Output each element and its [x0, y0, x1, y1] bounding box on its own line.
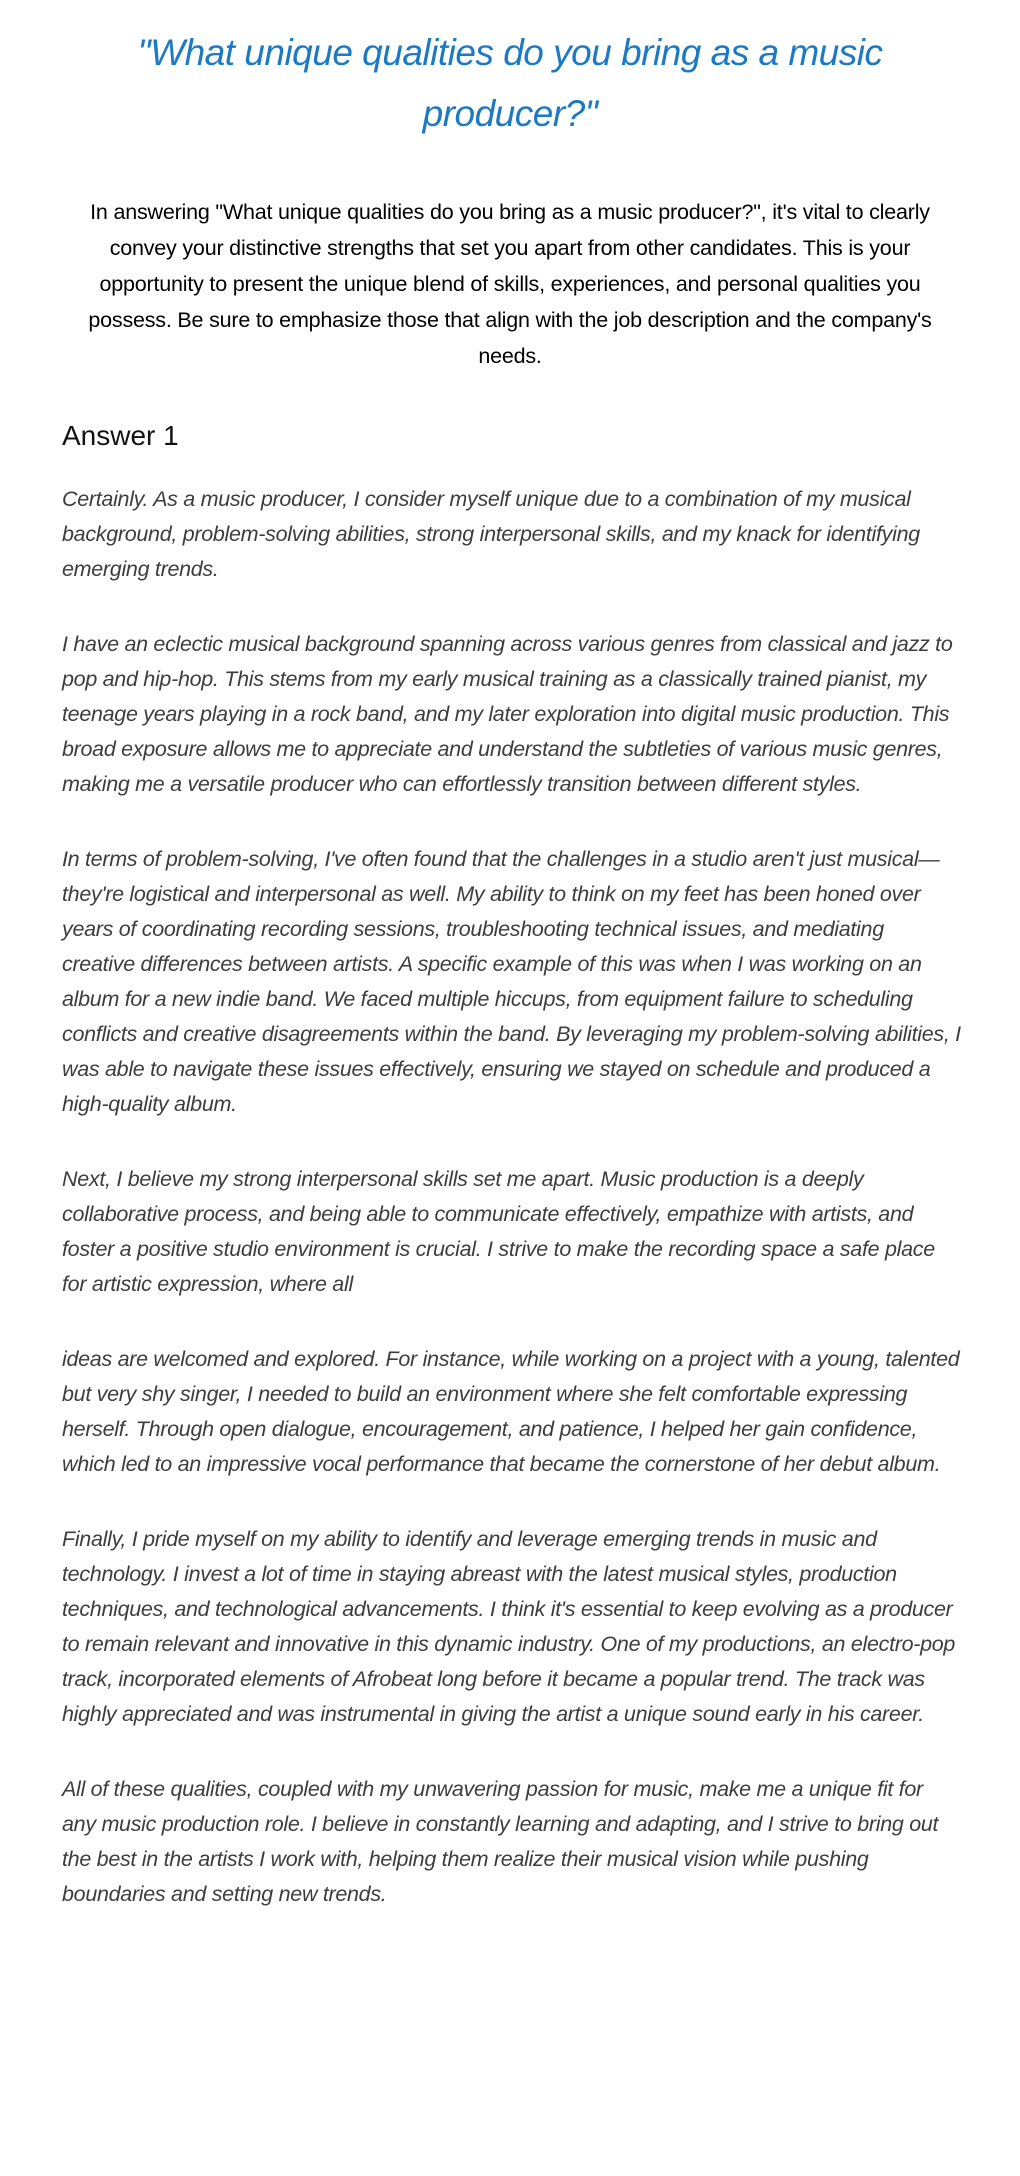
answer-paragraph-5-continuation: ideas are welcomed and explored. For instance, while working on a project with a young, talented but very shy singer, I needed to build an environment where she felt comfortable expressing herself. Through open dialogue, encouragement, and patience, I helped her gain confidence, which led to an impressive vocal performance that became the cornerstone of her debut album. — [62, 1347, 960, 1476]
page-title: "What unique qualities do you bring as a music producer?" — [137, 32, 883, 134]
answer-paragraph-2: I have an eclectic musical background spanning across various genres from classical and jazz to pop and hip-hop. This stems from my early musical training as a classically trained pianist, my teenage years playing in a rock band, and my later exploration into digital music production. This broad exposure allows me to appreciate and understand the subtleties of various music genres, making me a versatile producer who can effortlessly transition between different styles. — [62, 632, 953, 796]
answer-paragraph-7: All of these qualities, coupled with my unwavering passion for music, make me a unique fit for any music production role. I believe in constantly learning and adapting, and I strive to bring out the best in the artists I work with, helping them realize their musical vision while pushing boundaries and setting new trends. — [62, 1777, 939, 1906]
answer-heading: Answer 1 — [62, 420, 179, 451]
answer-paragraph-6: Finally, I pride myself on my ability to identify and leverage emerging trends in music and technology. I invest a lot of time in staying abreast with the latest musical styles, production techniques, and technological advancements. I think it's essential to keep evolving as a producer to remain relevant and innovative in this dynamic industry. One of my productions, an electro-pop track, incorporated elements of Afrobeat long before it became a popular trend. The track was highly appreciated and was instrumental in giving the artist a unique sound early in his career. — [62, 1527, 956, 1726]
answer-paragraph-3: In terms of problem-solving, I've often found that the challenges in a studio aren't just musical—they're logistical and interpersonal as well. My ability to think on my feet has been honed over years of coordinating recording sessions, troubleshooting technical issues, and mediating creative differences between artists. A specific example of this was when I was working on an album for a new indie band. We faced multiple hiccups, from equipment failure to scheduling conflicts and creative disagreements within the band. By leveraging my problem-solving abilities, I was able to navigate these issues effectively, ensuring we stayed on schedule and produced a high-quality album. — [62, 847, 961, 1116]
answer-paragraph-4: Next, I believe my strong interpersonal skills set me apart. Music production is a deeply collaborative process, and being able to communicate effectively, empathize with artists, and foster a positive studio environment is crucial. I strive to make the recording space a safe place for artistic expression, where all — [62, 1167, 935, 1296]
intro-paragraph: In answering "What unique qualities do you bring as a music producer?", it's vital to clearly convey your distinctive strengths that set you apart from other candidates. This is your opportunity to present the unique blend of skills, experiences, and personal qualities you possess. Be sure to emphasize those that align with the job description and the company's needs. — [88, 200, 932, 368]
answer-paragraph-1: Certainly. As a music producer, I consider myself unique due to a combination of my musical background, problem-solving abilities, strong interpersonal skills, and my knack for identifying emerging trends. — [62, 487, 920, 581]
